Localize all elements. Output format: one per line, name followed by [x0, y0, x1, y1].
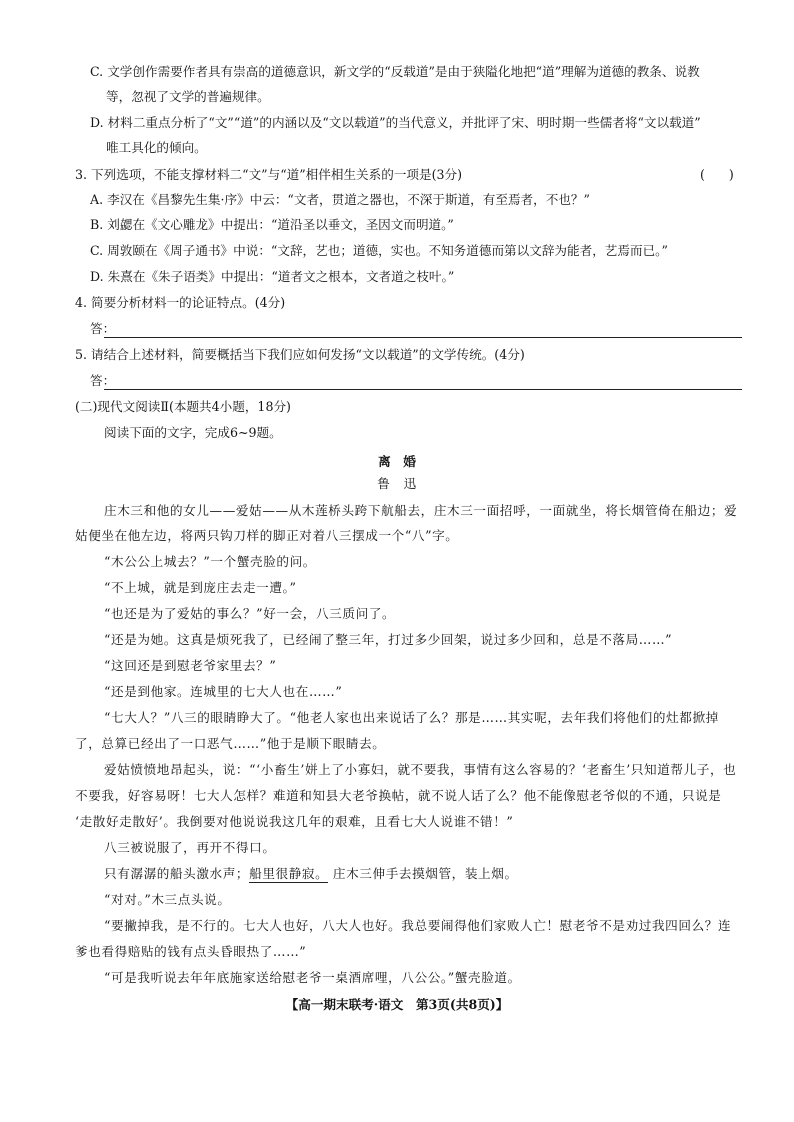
- q3-option-a: A. 李汉在《昌黎先生集·序》中云：“文者，贯道之器也，不深于斯道，有至焉者，不也？”: [90, 192, 590, 207]
- story-paragraph-1-line1: 庄木三和他的女儿——爱姑——从木莲桥头跨下航船去，庄木三一面招呼，一面就坐，将长烟管倚在船边；爱: [104, 503, 738, 518]
- q5-answer-line[interactable]: [104, 389, 742, 390]
- story-paragraph-8-line1: “七大人？”八三的眼睛睁大了。“他老人家也出来说话了么？那是……其实呢，去年我们将他们的灶都掀掉: [104, 710, 719, 725]
- story-paragraph-4: “也还是为了爱姑的事么？”好一会，八三质问了。: [104, 606, 396, 621]
- story-paragraph-14: “可是我听说去年年底施家送给慰老爷一桌酒席哩，八公公。”蟹壳脸道。: [104, 970, 521, 985]
- q3-option-d: D. 朱熹在《朱子语类》中提出：“道者文之根本，文者道之枝叶。”: [90, 269, 455, 284]
- story-paragraph-1-line2: 姑便坐在他左边，将两只钩刀样的脚正对着八三摆成一个“八”字。: [75, 528, 459, 543]
- story-paragraph-13-line2: 爹也看得赔贴的钱有点头昏眼热了……”: [75, 944, 307, 959]
- story-author: 鲁 迅: [377, 476, 417, 491]
- story-paragraph-11-part-a: 只有潺潺的船头激水声；: [104, 866, 250, 881]
- q2-option-d-line2: 唯工具化的倾向。: [106, 140, 207, 155]
- story-paragraph-3: “不上城，就是到庞庄去走一遭。”: [104, 580, 297, 595]
- q3-answer-paren[interactable]: ( ): [700, 167, 734, 182]
- q5-answer-label: 答：: [90, 373, 116, 388]
- story-paragraph-11-part-c: 庄木三伸手去摸烟管，装上烟。: [332, 866, 518, 881]
- story-paragraph-12: “对对。”木三点头说。: [104, 892, 231, 907]
- story-paragraph-6: “这回还是到慰老爷家里去？”: [104, 658, 277, 673]
- section2-heading: (二)现代文阅读Ⅱ(本题共4小题，18分): [75, 399, 291, 414]
- q4-answer-line[interactable]: [104, 337, 742, 338]
- q4-answer-label: 答：: [90, 321, 116, 336]
- q2-option-c-line2: 等，忽视了文学的普遍规律。: [106, 89, 270, 104]
- story-paragraph-7: “还是到他家。连城里的七大人也在……”: [104, 684, 343, 699]
- story-paragraph-2: “木公公上城去？”一个蟹壳脸的问。: [104, 554, 316, 569]
- q3-option-b: B. 刘勰在《文心雕龙》中提出：“道沿圣以垂文，圣因文而明道。”: [90, 217, 454, 232]
- story-paragraph-13-line1: “要撇掉我，是不行的。七大人也好，八大人也好。我总要闹得他们家败人亡！慰老爷不是劝过我四回么？连: [104, 918, 732, 933]
- story-paragraph-9-line2: 不要我，好容易呀！七大人怎样？难道和知县大老爷换帖，就不说人话了么？他不能像慰老爷似的不通，只说是: [75, 788, 722, 803]
- story-paragraph-10: 八三被说服了，再开不得口。: [104, 840, 276, 855]
- q2-option-d-line1: D. 材料二重点分析了“文”“道”的内涵以及“文以载道”的当代意义，并批评了宋、明时期一些儒者将“文以载道”: [90, 115, 701, 130]
- q3-stem: 3. 下列选项，不能支撑材料二“文”与“道”相伴相生关系的一项是(3分): [75, 167, 463, 182]
- q2-option-c-line1: C. 文学创作需要作者具有崇高的道德意识，新文学的“反载道”是由于狭隘化地把“道”理解为道德的教条、说教: [90, 64, 700, 79]
- story-paragraph-9-line1: 爱姑愤愤地昂起头，说：“‘小畜生’姘上了小寡妇，就不要我，事情有这么容易的？‘老畜生’只知道帮儿子，也: [104, 762, 737, 777]
- story-paragraph-8-line2: 了，总算已经出了一口恶气……”他于是顺下眼睛去。: [75, 736, 386, 751]
- story-underlined-phrase: 船里很静寂。: [249, 866, 329, 881]
- section2-instruction: 阅读下面的文字，完成6~9题。: [104, 425, 282, 440]
- q3-option-c: C. 周敦颐在《周子通书》中说：“文辞，艺也；道德，实也。不知务道德而第以文辞为能者，艺焉而已。”: [90, 243, 668, 258]
- q5-stem: 5. 请结合上述材料，简要概括当下我们应如何发扬“文以载道”的文学传统。(4分): [75, 347, 525, 362]
- story-title: 离 婚: [378, 454, 416, 469]
- story-paragraph-11: [104, 865, 518, 883]
- page-footer: 【高一期末联考·语文 第3页(共8页)】: [285, 997, 509, 1012]
- story-paragraph-9-line3: ‘走散好走散好’。我倒要对他说说我这几年的艰难，且看七大人说谁不错！”: [75, 814, 514, 829]
- story-paragraph-5: “还是为她。这真是烦死我了，已经闹了整三年，打过多少回架，说过多少回和，总是不落局……”: [104, 632, 673, 647]
- q4-stem: 4. 简要分析材料一的论证特点。(4分): [75, 295, 286, 310]
